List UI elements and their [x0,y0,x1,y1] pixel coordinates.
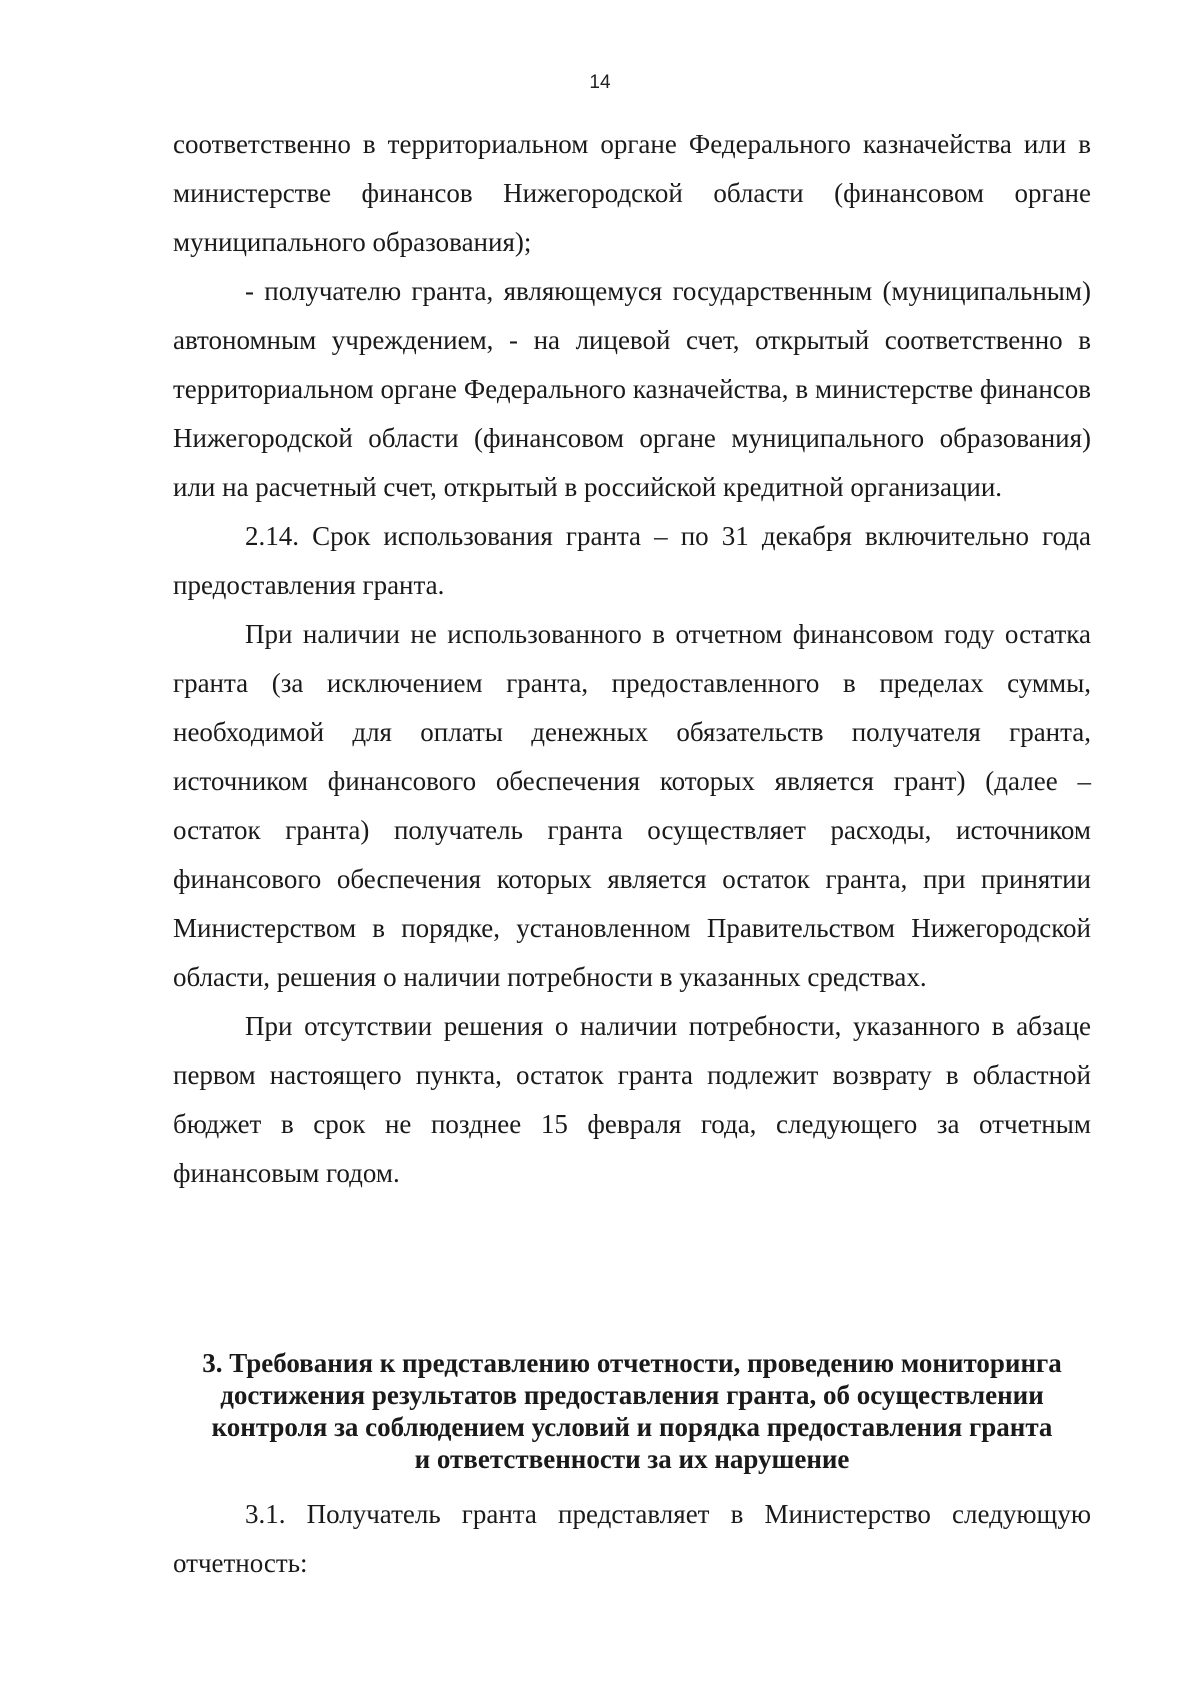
heading-line: и ответственности за их нарушение [414,1444,850,1474]
heading-line: достижения результатов предоставления гранта, об осуществлении [220,1380,1044,1410]
paragraph-unused-balance: При наличии не использованного в отчетном финансовом году остатка гранта (за исключением гранта, предоставленного в пределах суммы, необходимой для оплаты денежных обязательств получателя гранта, источником финансового обеспечения которых является грант) (далее – остаток гранта) получатель гранта осуществляет расходы, источником финансового обеспечения которых является остаток гранта, при принятии Министерством в порядке, установленном Правительством Нижегородской области, решения о наличии потребности в указанных средствах. [173,619,1091,992]
heading-line: 3. Требования к представлению отчетности, проведению мониторинга [202,1348,1062,1378]
page-number: 14 [589,72,611,93]
section-3-heading [173,1347,1091,1475]
paragraph-3-1: 3.1. Получатель гранта представляет в Министерство следующую отчетность: [173,1499,1091,1578]
section-3-body [173,1490,1091,1588]
paragraph-no-decision: При отсутствии решения о наличии потребности, указанного в абзаце первом настоящего пункта, остаток гранта подлежит возврату в областной бюджет в срок не позднее 15 февраля года, следующего за отчетным финансовым годом. [173,1011,1091,1188]
document-body [173,120,1091,1198]
heading-line: контроля за соблюдением условий и порядка предоставления гранта [211,1412,1053,1442]
paragraph-2-14: 2.14. Срок использования гранта – по 31 декабря включительно года предоставления гранта. [173,521,1091,600]
paragraph-continuation: соответственно в территориальном органе Федерального казначейства или в министерстве финансов Нижегородской области (финансовом органе муниципального образования); [173,129,1091,257]
paragraph-autonomous-recipient: - получателю гранта, являющемуся государственным (муниципальным) автономным учреждением, - на лицевой счет, открытый соответственно в территориальном органе Федерального казначейства, в министерстве финансов Нижегородской области (финансовом органе муниципального образования) или на расчетный счет, открытый в российской кредитной организации. [173,276,1091,502]
